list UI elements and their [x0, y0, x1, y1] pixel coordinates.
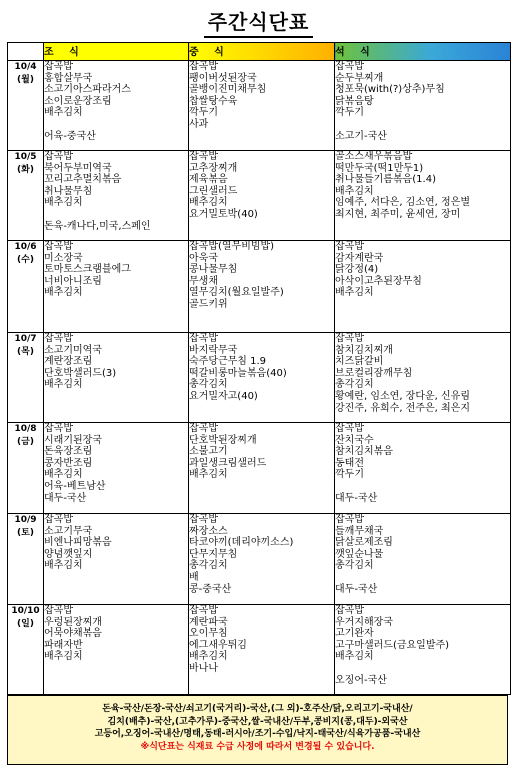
- menu-item: 떡만두국(떡1만두1): [335, 162, 424, 174]
- menu-item: 총각김치: [335, 379, 374, 391]
- menu-item: 배추김치: [189, 197, 228, 209]
- menu-item: 파래자반: [44, 639, 83, 651]
- menu-item: 잡곡밥(열무비빔밥): [189, 241, 275, 252]
- day-row: [8, 423, 511, 514]
- page-title: 주간식단표: [204, 6, 314, 38]
- menu-item: 제육볶음: [189, 174, 228, 186]
- menu-item: 브로컬리잠깨무침: [335, 367, 413, 379]
- menu-item: 황예란, 임소연, 장다운, 신유림: [335, 390, 470, 402]
- day-cell: [8, 333, 44, 423]
- menu-item: 꼬리고추멸치볶음: [44, 174, 122, 186]
- menu-body: [8, 61, 511, 695]
- day-weekday: (수): [17, 255, 34, 265]
- menu-item: 소고기-국산: [335, 130, 387, 142]
- day-weekday: (월): [17, 75, 34, 85]
- menu-item: 고추장찌개: [189, 162, 238, 174]
- header-lunch: 중 식: [189, 43, 335, 61]
- menu-item: 배: [189, 571, 199, 583]
- menu-item: [44, 209, 188, 221]
- menu-item: 배추김치: [44, 469, 83, 481]
- menu-item: 취나물들기름볶음(1.4): [335, 174, 436, 186]
- change-notice: ※식단표는 식재료 수급 사정에 따라서 변경될 수 있습니다.: [140, 741, 375, 752]
- day-date: 10/6: [14, 242, 37, 252]
- menu-item: 열무김치(월요일발주): [189, 287, 284, 299]
- menu-item: 배추김치: [44, 107, 83, 119]
- day-weekday: (일): [17, 619, 34, 629]
- breakfast-cell: [44, 423, 189, 514]
- menu-item: 토마토스크램블에그: [44, 264, 131, 276]
- menu-item: 청포묵(with(?)상추)무침: [335, 84, 445, 96]
- breakfast-cell: [44, 333, 189, 423]
- menu-item: 어묵야채볶음: [44, 628, 102, 640]
- menu-item: 단호박된장찌개: [189, 434, 257, 446]
- menu-item: [335, 663, 510, 675]
- origin-line: 돈육-국산/돈장-국산/쇠고기(국거리)-국산,(그 외)-호주산/닭,오리고기-국내산/: [102, 704, 413, 714]
- day-cell: [8, 514, 44, 605]
- menu-item: 시래기된장국: [44, 434, 102, 446]
- day-row: [8, 514, 511, 605]
- menu-item: 대두-국산: [44, 492, 87, 504]
- menu-item: 참치김치볶음: [335, 446, 393, 458]
- menu-item: 소고기무국: [44, 525, 93, 537]
- header-dinner: 석 식: [335, 43, 511, 61]
- menu-item: 감자계란국: [335, 252, 384, 264]
- menu-item: 잡곡밥: [335, 61, 364, 72]
- origin-footer: [7, 695, 508, 765]
- menu-item: 닭강정(4): [335, 264, 379, 276]
- menu-item: [44, 119, 188, 131]
- day-row: [8, 61, 511, 151]
- menu-item: 비엔나피망볶음: [44, 537, 112, 549]
- dinner-cell: [335, 605, 511, 695]
- menu-item: 닭살로제조림: [335, 537, 393, 549]
- day-cell: [8, 241, 44, 333]
- menu-item: 찹쌀탕수육: [189, 95, 238, 107]
- menu-item: 깍두기: [189, 107, 218, 119]
- menu-item: 잡곡밥: [189, 605, 218, 616]
- menu-item: 오이무침: [189, 628, 228, 640]
- menu-item: 콩-중국산: [189, 583, 232, 595]
- menu-item: 요거밀토박(40): [189, 208, 258, 220]
- menu-item: 고구마샐러드(금요일발주): [335, 639, 450, 651]
- header-row: [8, 43, 511, 61]
- menu-item: 취나물무침: [44, 185, 93, 197]
- menu-item: 너비아니조림: [44, 275, 102, 287]
- menu-item: 잡곡밥: [44, 423, 73, 434]
- lunch-cell: [189, 151, 335, 241]
- menu-item: 깍두기: [335, 469, 364, 481]
- menu-item: 북어두부미역국: [44, 162, 112, 174]
- menu-item: 돈육-캐나다,미국,스페인: [44, 220, 151, 232]
- menu-item: 총각김치: [189, 560, 228, 572]
- lunch-cell: [189, 61, 335, 151]
- menu-item: 대두-국산: [335, 583, 378, 595]
- menu-item: [335, 572, 510, 584]
- lunch-cell: [189, 514, 335, 605]
- menu-item: 참치김치찌개: [335, 344, 393, 356]
- menu-item: 소불고기: [189, 446, 228, 458]
- day-date: 10/9: [14, 515, 37, 525]
- menu-item: 깻잎순나물: [335, 548, 384, 560]
- menu-item: 계란파국: [189, 616, 228, 628]
- menu-item: 콩나물무침: [189, 264, 238, 276]
- menu-item: 치즈닭갈비: [335, 356, 384, 368]
- day-date: 10/7: [14, 334, 37, 344]
- menu-item: 콩자반조림: [44, 457, 93, 469]
- day-cell: [8, 61, 44, 151]
- menu-item: 소고기아스파라거스: [44, 84, 131, 96]
- menu-item: 미소장국: [44, 252, 83, 264]
- menu-item: 총각김치: [189, 379, 228, 391]
- menu-item: 배추김치: [335, 287, 374, 299]
- menu-item: 순두부찌개: [335, 72, 384, 84]
- menu-item: 잡곡밥: [189, 514, 218, 525]
- menu-item: 소이로운장조림: [44, 95, 112, 107]
- breakfast-cell: [44, 151, 189, 241]
- dinner-cell: [335, 151, 511, 241]
- menu-item: 우렁된장찌개: [44, 616, 102, 628]
- menu-item: 잡곡밥: [44, 61, 73, 72]
- breakfast-cell: [44, 241, 189, 333]
- breakfast-cell: [44, 605, 189, 695]
- dinner-cell: [335, 241, 511, 333]
- menu-item: 단무지무침: [189, 548, 238, 560]
- corner-cell: [8, 43, 44, 61]
- menu-item: 사과: [189, 118, 209, 130]
- menu-item: 고기완자: [335, 628, 374, 640]
- menu-item: 배추김치: [44, 197, 83, 209]
- day-cell: [8, 151, 44, 241]
- menu-item: 아삭이고추된장무침: [335, 275, 422, 287]
- page-title-wrap: [0, 6, 517, 38]
- breakfast-cell: [44, 61, 189, 151]
- day-date: 10/8: [14, 424, 37, 434]
- lunch-cell: [189, 333, 335, 423]
- dinner-cell: [335, 423, 511, 514]
- menu-item: 아욱국: [189, 252, 218, 264]
- menu-item: 배추김치: [189, 651, 228, 663]
- menu-item: 요거밀자고(40): [189, 390, 258, 402]
- menu-item: 잡곡밥: [44, 333, 73, 344]
- menu-item: 배추김치: [189, 469, 228, 481]
- menu-item: [335, 119, 510, 131]
- menu-item: [335, 481, 510, 493]
- menu-item: 동태전: [335, 457, 364, 469]
- menu-item: 깍두기: [335, 107, 364, 119]
- menu-item: 잔치국수: [335, 434, 374, 446]
- menu-item: 숙주당근무침 1.9: [189, 356, 267, 368]
- day-weekday: (토): [17, 528, 34, 538]
- menu-item: 잡곡밥: [44, 151, 73, 162]
- menu-item: 그린샐러드: [189, 185, 238, 197]
- menu-item: 들깨무채국: [335, 525, 384, 537]
- menu-item: 배추김치: [44, 287, 83, 299]
- menu-item: 오징어-국산: [335, 674, 387, 686]
- menu-item: 강진주, 유희수, 전주은, 최은지: [335, 402, 470, 414]
- menu-item: 우거지해장국: [335, 616, 393, 628]
- menu-item: 어육-중국산: [44, 130, 96, 142]
- menu-item: 배추김치: [44, 560, 83, 572]
- day-weekday: (금): [17, 437, 34, 447]
- menu-item: 잡곡밥: [335, 333, 364, 344]
- menu-item: 바지락무국: [189, 344, 238, 356]
- day-cell: [8, 423, 44, 514]
- day-date: 10/4: [14, 62, 37, 72]
- dinner-cell: [335, 61, 511, 151]
- dinner-cell: [335, 514, 511, 605]
- menu-item: 최지현, 최주미, 윤세연, 장미: [335, 208, 461, 220]
- lunch-cell: [189, 241, 335, 333]
- menu-item: 팽이버섯된장국: [189, 72, 257, 84]
- menu-item: 잡곡밥: [335, 423, 364, 434]
- menu-item: 배추김치: [335, 651, 374, 663]
- menu-item: 무생채: [189, 275, 218, 287]
- menu-item: 에그새우튀김: [189, 639, 247, 651]
- menu-item: 계란장조림: [44, 356, 93, 368]
- weekly-menu-table: [7, 42, 511, 695]
- menu-item: 닭볶음탕: [335, 95, 374, 107]
- menu-item: 잡곡밥: [44, 514, 73, 525]
- menu-item: 배추김치: [335, 185, 374, 197]
- menu-item: 대두-국산: [335, 492, 378, 504]
- day-weekday: (목): [17, 347, 34, 357]
- menu-item: 돈육장조림: [44, 446, 93, 458]
- menu-item: 짜장소스: [189, 525, 228, 537]
- day-date: 10/10: [11, 606, 40, 616]
- menu-item: 어육-베트남산: [44, 480, 106, 492]
- day-row: [8, 151, 511, 241]
- dinner-cell: [335, 333, 511, 423]
- menu-item: 양념깻잎지: [44, 548, 93, 560]
- header-breakfast: 조 식: [44, 43, 189, 61]
- menu-item: 골소스새우볶음밥: [335, 151, 413, 162]
- menu-item: 바나나: [189, 662, 218, 674]
- menu-item: 잡곡밥: [335, 514, 364, 525]
- menu-item: 임예주, 서다은, 김소연, 정은별: [335, 197, 470, 209]
- menu-item: 총각김치: [335, 560, 374, 572]
- menu-item: 잡곡밥: [335, 241, 364, 252]
- day-row: [8, 605, 511, 695]
- menu-item: 잡곡밥: [335, 605, 364, 616]
- day-cell: [8, 605, 44, 695]
- menu-item: 배추김치: [44, 651, 83, 663]
- day-row: [8, 241, 511, 333]
- menu-item: 잡곡밥: [189, 151, 218, 162]
- menu-item: 골드키위: [189, 298, 228, 310]
- menu-item: 떡갈비롱마늘볶음(40): [189, 367, 287, 379]
- origin-line: 김치(배추)-국산,(고추가루)-중국산,쌀-국내산/두부,콩비지(콩,대두)-외국산: [107, 716, 408, 727]
- day-date: 10/5: [14, 152, 37, 162]
- day-weekday: (화): [17, 165, 34, 175]
- lunch-cell: [189, 423, 335, 514]
- menu-item: 배추김치: [44, 379, 83, 391]
- lunch-cell: [189, 605, 335, 695]
- menu-item: 잡곡밥: [189, 333, 218, 344]
- menu-item: 잡곡밥: [44, 605, 73, 616]
- menu-item: 잡곡밥: [44, 241, 73, 252]
- menu-item: 과일생크림샐러드: [189, 457, 267, 469]
- day-row: [8, 333, 511, 423]
- breakfast-cell: [44, 514, 189, 605]
- menu-item: 잡곡밥: [189, 61, 218, 72]
- menu-item: 타코야끼(데리야끼소스): [189, 537, 294, 549]
- menu-item: 소고기미역국: [44, 344, 102, 356]
- menu-item: 잡곡밥: [189, 423, 218, 434]
- menu-item: 단호박샐러드(3): [44, 367, 117, 379]
- origin-line: 고등어,오징어-국내산/명태,동태-러시아/조기-수입/낙지-태국산/식육가공품-국내산: [94, 729, 421, 739]
- menu-item: 골뱅이진미채무침: [189, 84, 267, 96]
- menu-item: 홍합살무국: [44, 72, 93, 84]
